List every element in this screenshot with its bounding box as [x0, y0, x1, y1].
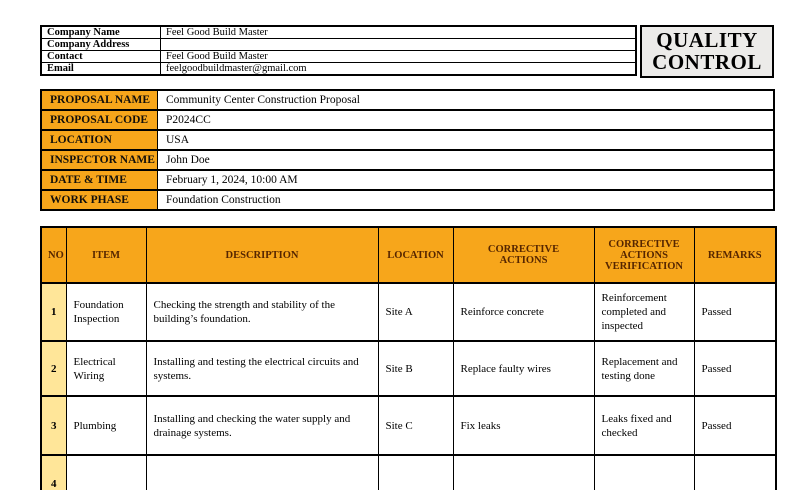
verification-cell — [594, 455, 694, 490]
column-header-remarks: REMARKS — [694, 227, 776, 283]
description-cell: Installing and testing the electrical circuits and systems. — [146, 341, 378, 396]
corrective-actions-cell: Replace faulty wires — [453, 341, 594, 396]
column-header-corrective-actions: CORRECTIVE ACTIONS — [453, 227, 594, 283]
title-line-1: QUALITY — [656, 28, 758, 52]
corrective-actions-cell: Fix leaks — [453, 396, 594, 455]
checklist-row-4 — [41, 455, 776, 490]
quality-control-title — [640, 25, 774, 78]
proposal-code-label: PROPOSAL CODE — [41, 110, 158, 130]
column-header-verification: CORRECTIVE ACTIONS VERIFICATION — [594, 227, 694, 283]
corrective-actions-cell — [453, 455, 594, 490]
company-info-table — [40, 25, 637, 76]
row-number: 1 — [41, 283, 66, 341]
description-cell: Installing and checking the water supply and drainage systems. — [146, 396, 378, 455]
checklist-table — [40, 226, 777, 490]
item-cell: Foundation Inspection — [66, 283, 146, 341]
column-header-location: LOCATION — [378, 227, 453, 283]
remarks-cell: Passed — [694, 396, 776, 455]
remarks-cell: Passed — [694, 341, 776, 396]
table-row — [41, 39, 636, 51]
remarks-cell: Passed — [694, 283, 776, 341]
corrective-actions-cell: Reinforce concrete — [453, 283, 594, 341]
item-cell — [66, 455, 146, 490]
description-cell: Checking the strength and stability of the building’s foundation. — [146, 283, 378, 341]
table-row — [41, 90, 774, 110]
proposal-name-value: Community Center Construction Proposal — [158, 90, 775, 110]
contact-value: Feel Good Build Master — [161, 51, 637, 63]
verification-cell: Reinforcement completed and inspected — [594, 283, 694, 341]
location-label: LOCATION — [41, 130, 158, 150]
date-time-value: February 1, 2024, 10:00 AM — [158, 170, 775, 190]
proposal-name-label: PROPOSAL NAME — [41, 90, 158, 110]
row-number: 2 — [41, 341, 66, 396]
location-value: USA — [158, 130, 775, 150]
inspector-name-value: John Doe — [158, 150, 775, 170]
location-cell: Site C — [378, 396, 453, 455]
company-address-label: Company Address — [41, 39, 161, 51]
location-cell: Site A — [378, 283, 453, 341]
verification-cell: Leaks fixed and checked — [594, 396, 694, 455]
remarks-cell — [694, 455, 776, 490]
table-row — [41, 190, 774, 210]
description-cell — [146, 455, 378, 490]
item-cell: Plumbing — [66, 396, 146, 455]
location-cell: Site B — [378, 341, 453, 396]
row-number: 3 — [41, 396, 66, 455]
company-section — [40, 25, 777, 78]
table-row — [41, 170, 774, 190]
checklist-row-3 — [41, 396, 776, 455]
table-row — [41, 150, 774, 170]
column-header-item: ITEM — [66, 227, 146, 283]
contact-label: Contact — [41, 51, 161, 63]
inspector-name-label: INSPECTOR NAME — [41, 150, 158, 170]
company-name-value: Feel Good Build Master — [161, 26, 637, 39]
table-row — [41, 63, 636, 76]
email-value: feelgoodbuildmaster@gmail.com — [161, 63, 637, 76]
company-address-value — [161, 39, 637, 51]
proposal-details-table — [40, 89, 775, 211]
table-row — [41, 110, 774, 130]
title-line-2: CONTROL — [652, 50, 762, 74]
column-header-description: DESCRIPTION — [146, 227, 378, 283]
work-phase-label: WORK PHASE — [41, 190, 158, 210]
checklist-header-row — [41, 227, 776, 283]
verification-cell: Replacement and testing done — [594, 341, 694, 396]
column-header-no: NO — [41, 227, 66, 283]
location-cell — [378, 455, 453, 490]
checklist-row-1 — [41, 283, 776, 341]
item-cell: Electrical Wiring — [66, 341, 146, 396]
email-label: Email — [41, 63, 161, 76]
table-row — [41, 51, 636, 63]
proposal-code-value: P2024CC — [158, 110, 775, 130]
row-number: 4 — [41, 455, 66, 490]
checklist-row-2 — [41, 341, 776, 396]
company-name-label: Company Name — [41, 26, 161, 39]
table-row — [41, 130, 774, 150]
date-time-label: DATE & TIME — [41, 170, 158, 190]
table-row — [41, 26, 636, 39]
work-phase-value: Foundation Construction — [158, 190, 775, 210]
